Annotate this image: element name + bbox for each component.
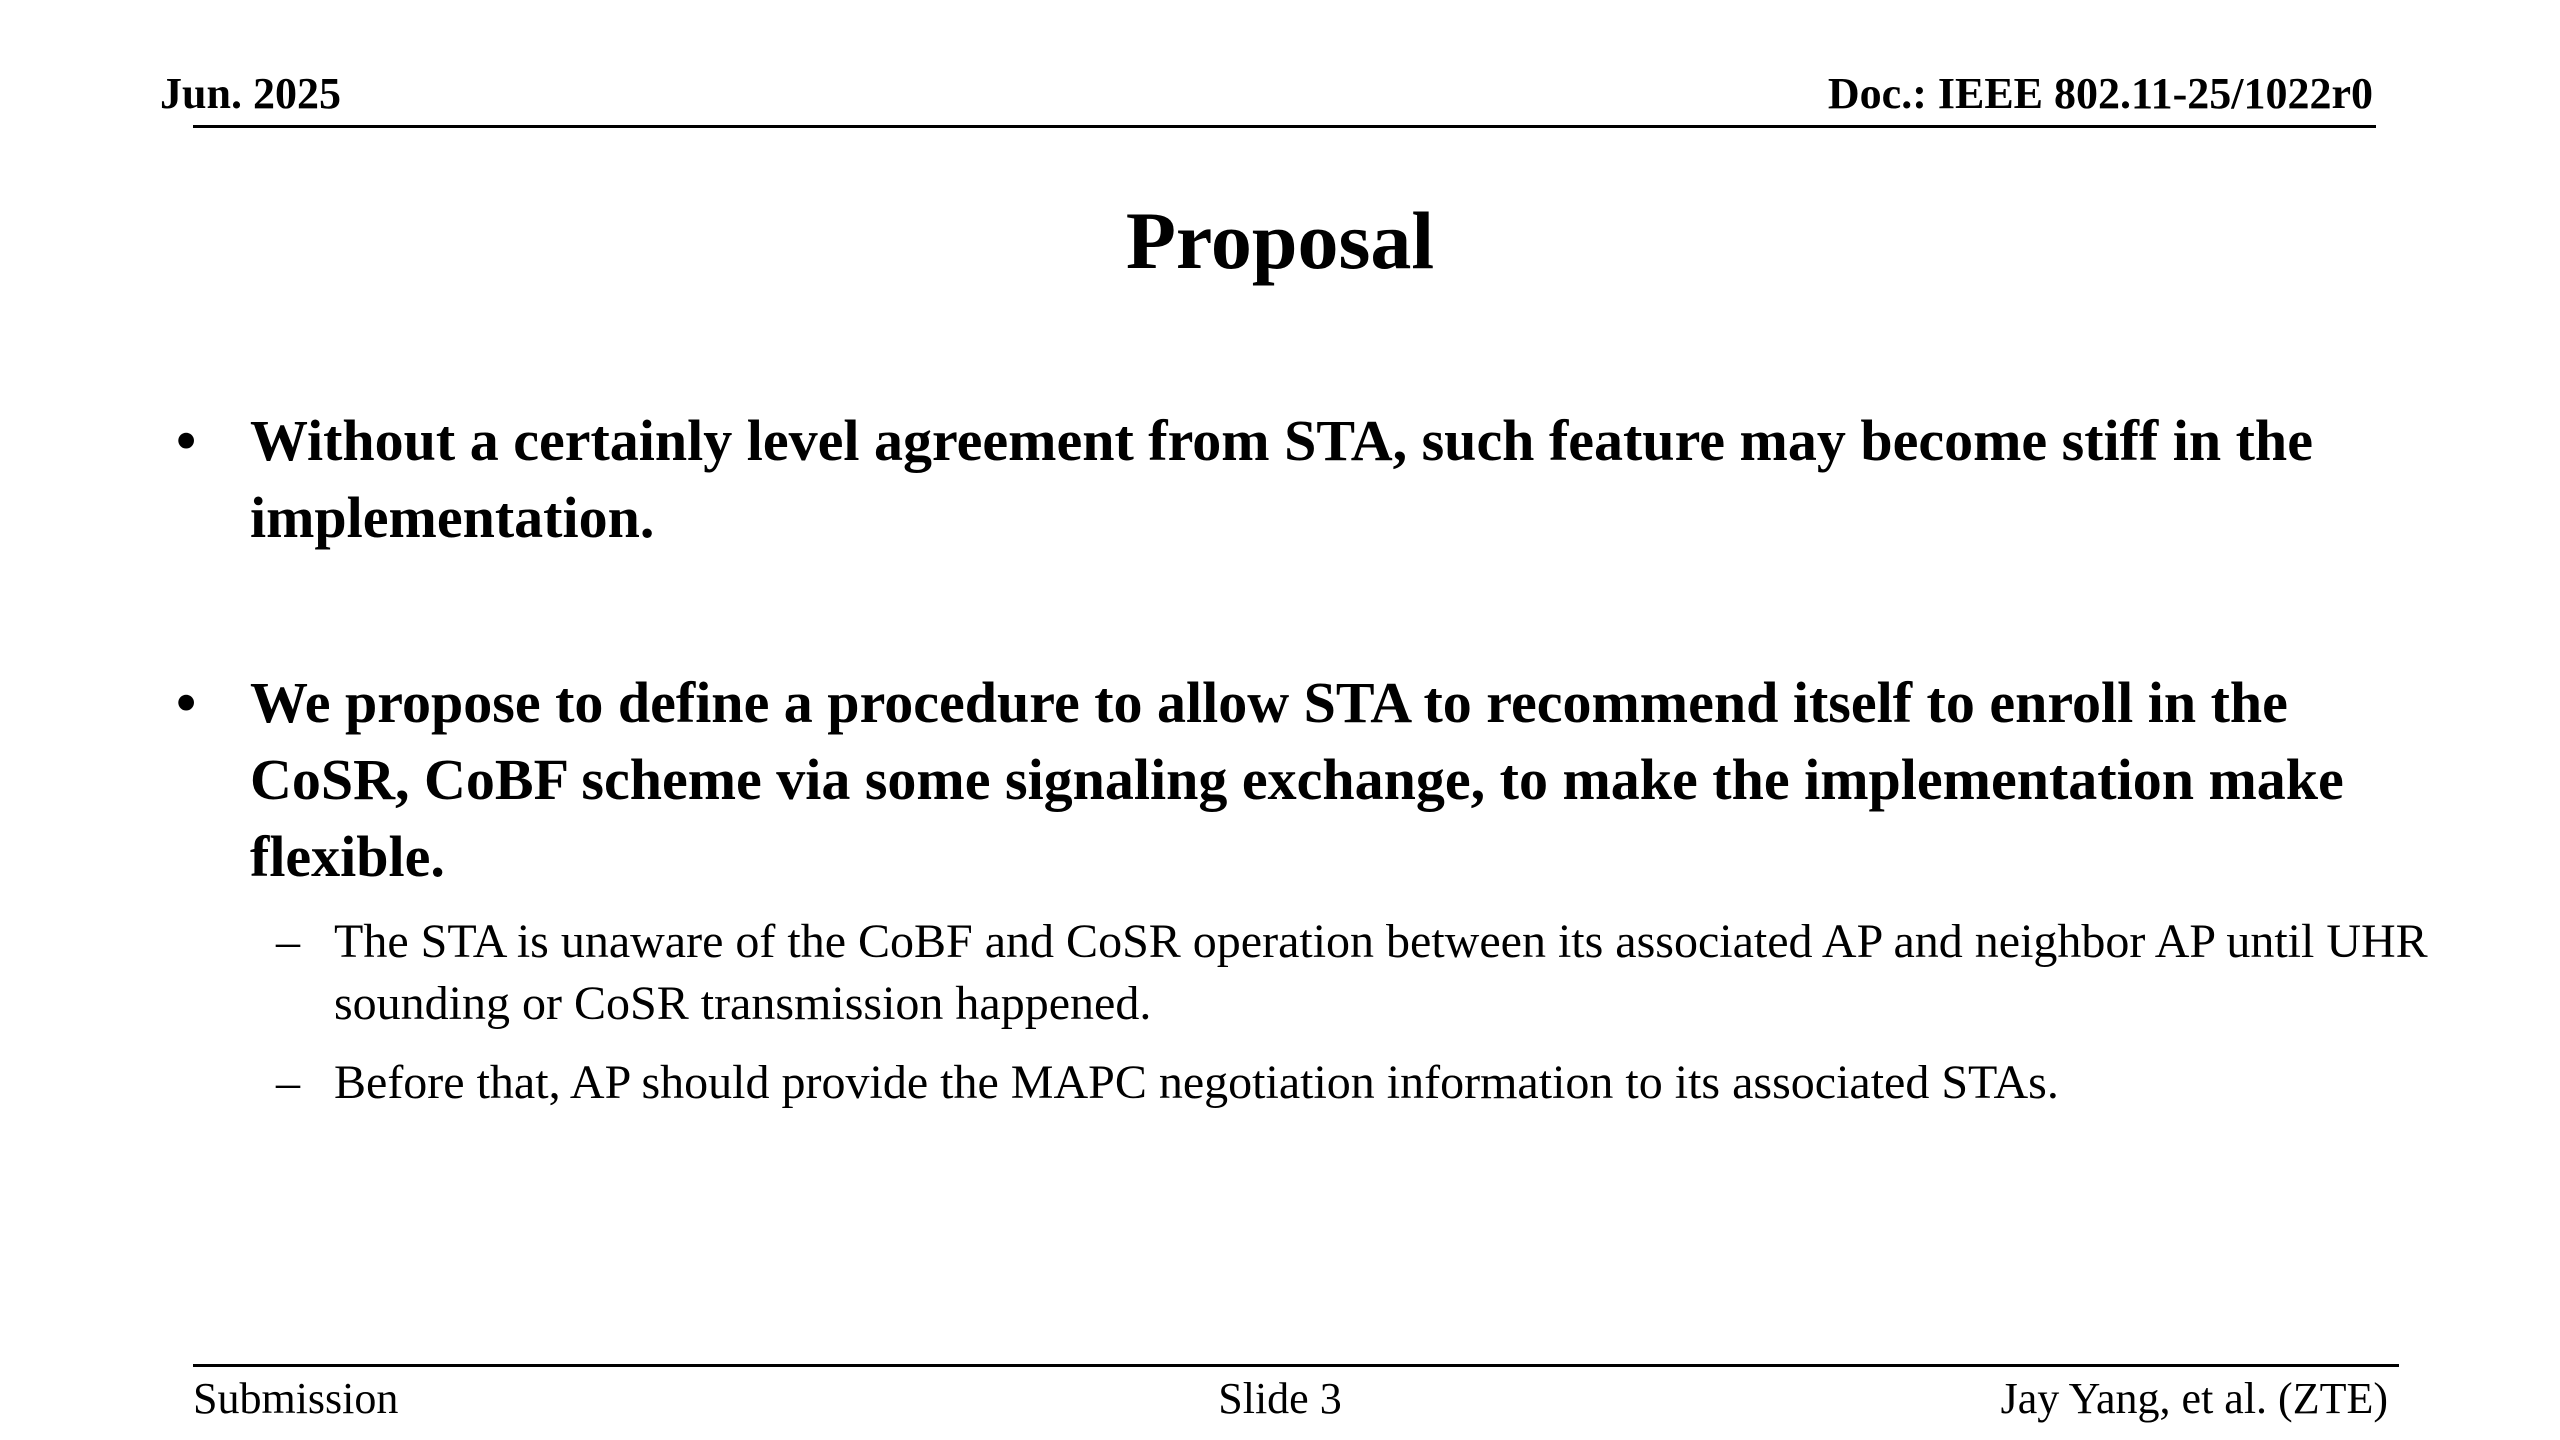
sub-bullet-marker: –	[276, 1056, 300, 1109]
footer-divider	[193, 1364, 2399, 1367]
footer-author: Jay Yang, et al. (ZTE)	[2000, 1374, 2388, 1423]
bullet-text: Without a certainly level agreement from STA, such feature may become stiff in the implementation.	[250, 408, 2313, 550]
bullet-marker: •	[176, 670, 197, 735]
sub-bullet-marker: –	[276, 915, 300, 968]
slide-title: Proposal	[1125, 195, 1435, 286]
header-divider	[193, 125, 2376, 128]
header-doc-id: Doc.: IEEE 802.11-25/1022r0	[1827, 69, 2373, 118]
bullet-text: We propose to define a procedure to allow STA to recommend itself to enroll in the CoSR, CoBF scheme via some signaling exchange, to make the implementation make flexible.	[250, 670, 2344, 889]
footer-slide-number: Slide 3	[1218, 1374, 1342, 1423]
footer-submission: Submission	[193, 1374, 399, 1423]
bullet-marker: •	[176, 408, 197, 473]
sub-bullet-text: The STA is unaware of the CoBF and CoSR operation between its associated AP and neighbor AP until UHR sounding or CoSR transmission happened.	[334, 915, 2428, 1030]
header-date: Jun. 2025	[160, 69, 341, 118]
sub-bullet-text: Before that, AP should provide the MAPC negotiation information to its associated STAs.	[334, 1056, 2059, 1109]
